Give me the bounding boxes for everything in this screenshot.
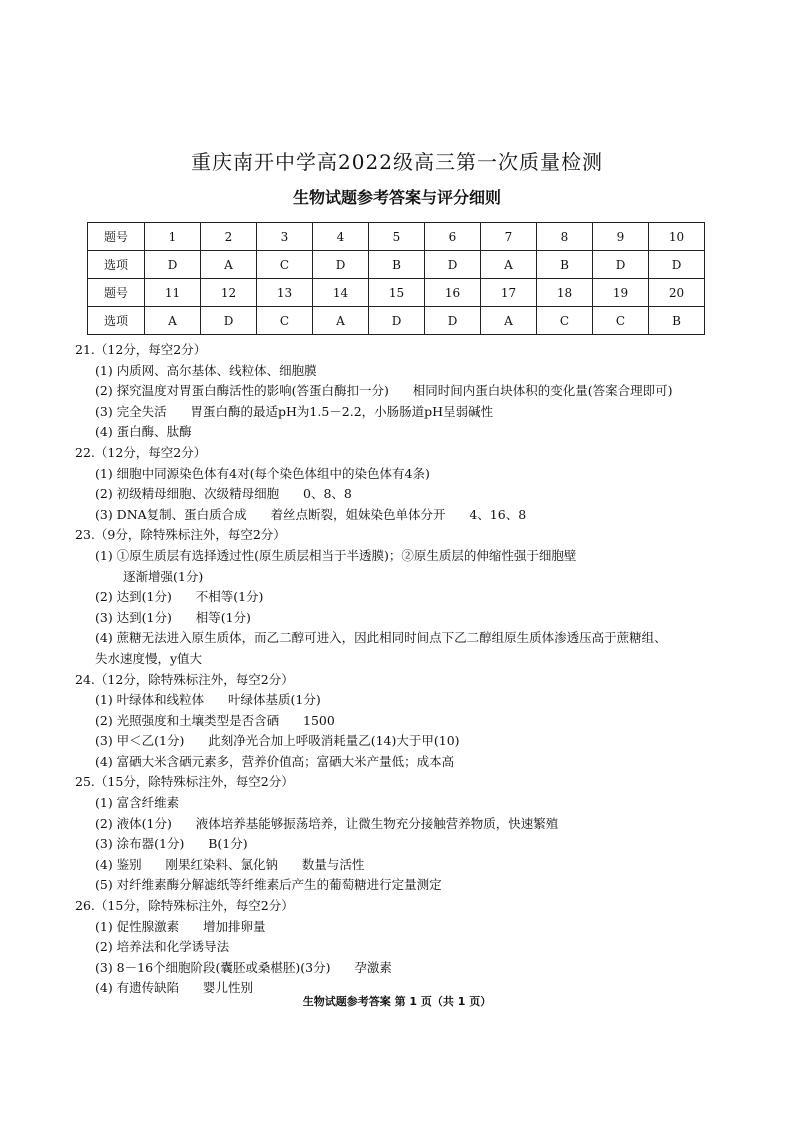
table-cell: 20 bbox=[649, 279, 705, 307]
table-cell: 9 bbox=[593, 223, 649, 251]
answer-line: (2) 光照强度和土壤类型是否含硒 1500 bbox=[95, 712, 335, 728]
table-cell: B bbox=[369, 251, 425, 279]
answer-line: (1) 富含纤维素 bbox=[95, 795, 180, 811]
table-cell: 8 bbox=[537, 223, 593, 251]
table-cell: 4 bbox=[313, 223, 369, 251]
table-cell: C bbox=[593, 307, 649, 335]
answer-line: (3) 甲＜乙(1分) 此刻净光合加上呼吸消耗量乙(14)大于甲(10) bbox=[95, 733, 460, 749]
question-header: 23.（9分，除特殊标注外，每空2分） bbox=[75, 527, 286, 543]
answer-line: (3) 达到(1分) 相等(1分) bbox=[95, 609, 251, 625]
answer-line: (4) 富硒大米含硒元素多，营养价值高；富硒大米产量低；成本高 bbox=[95, 753, 455, 769]
answer-line: (4) 蛋白酶、肽酶 bbox=[95, 424, 192, 440]
question-header: 26.（15分，除特殊标注外，每空2分） bbox=[75, 898, 294, 914]
question-header: 25.（15分，除特殊标注外，每空2分） bbox=[75, 774, 294, 790]
table-cell: D bbox=[649, 251, 705, 279]
table-cell: 12 bbox=[201, 279, 257, 307]
table-cell: 1 bbox=[145, 223, 201, 251]
table-cell: 13 bbox=[257, 279, 313, 307]
table-cell: A bbox=[201, 251, 257, 279]
page-footer: 生物试题参考答案 第 1 页（共 1 页） bbox=[302, 995, 492, 1008]
table-cell: 7 bbox=[481, 223, 537, 251]
table-cell: 17 bbox=[481, 279, 537, 307]
table-cell: 5 bbox=[369, 223, 425, 251]
answer-line: (1) 叶绿体和线粒体 叶绿体基质(1分) bbox=[95, 692, 321, 708]
table-cell: D bbox=[593, 251, 649, 279]
row-label: 选项 bbox=[88, 251, 145, 279]
table-cell: A bbox=[481, 251, 537, 279]
table-cell: 3 bbox=[257, 223, 313, 251]
answer-line: (2) 初级精母细胞、次级精母细胞 0、8、8 bbox=[95, 486, 352, 502]
answer-row bbox=[88, 251, 705, 279]
question-header: 21.（12分，每空2分） bbox=[75, 342, 207, 357]
answer-line: (3) 涂布器(1分) B(1分) bbox=[95, 836, 248, 852]
table-cell: C bbox=[257, 307, 313, 335]
answer-table bbox=[87, 222, 705, 335]
answer-line: (1) 细胞中同源染色体有4对(每个染色体组中的染色体有4条) bbox=[95, 465, 430, 481]
document-title: 重庆南开中学高2022级高三第一次质量检测 bbox=[191, 150, 603, 174]
table-cell: A bbox=[313, 307, 369, 335]
answer-line: (4) 鉴别 刚果红染料、氯化钠 数量与活性 bbox=[95, 856, 365, 872]
answer-line: (2) 探究温度对胃蛋白酶活性的影响(答蛋白酶扣一分) 相同时间内蛋白块体积的变化量(答案合理即可) bbox=[95, 383, 673, 399]
table-cell: D bbox=[313, 251, 369, 279]
table-cell: 19 bbox=[593, 279, 649, 307]
answer-line: (1) 促性腺激素 增加排卵量 bbox=[95, 918, 266, 934]
row-label: 选项 bbox=[88, 307, 145, 335]
table-cell: D bbox=[425, 251, 481, 279]
document-subtitle: 生物试题参考答案与评分细则 bbox=[292, 188, 501, 207]
table-cell: 15 bbox=[369, 279, 425, 307]
answer-line: (3) 完全失活 胃蛋白酶的最适pH为1.5－2.2，小肠肠道pH呈弱碱性 bbox=[95, 403, 494, 419]
answer-line: (2) 培养法和化学诱导法 bbox=[95, 939, 230, 955]
answer-line: (4) 蔗糖无法进入原生质体，而乙二醇可进入，因此相同时间点下乙二醇组原生质体渗透压高于蔗糖组、 bbox=[95, 630, 667, 646]
answer-line: (3) DNA复制、蛋白质合成 着丝点断裂，姐妹染色单体分开 4、16、8 bbox=[95, 506, 527, 522]
answer-line: (2) 液体(1分) 液体培养基能够振荡培养，让微生物充分接触营养物质，快速繁殖 bbox=[95, 815, 559, 831]
table-cell: B bbox=[649, 307, 705, 335]
answer-content bbox=[75, 340, 775, 999]
table-cell: 16 bbox=[425, 279, 481, 307]
table-cell: 6 bbox=[425, 223, 481, 251]
table-cell: D bbox=[145, 251, 201, 279]
table-cell: D bbox=[201, 307, 257, 335]
answer-line: (3) 8－16个细胞阶段(囊胚或桑椹胚)(3分) 孕激素 bbox=[95, 959, 392, 975]
answer-line: (5) 对纤维素酶分解滤纸等纤维素后产生的葡萄糖进行定量测定 bbox=[95, 877, 442, 893]
answer-row bbox=[88, 307, 705, 335]
question-number-row bbox=[88, 223, 705, 251]
answer-line: (1) ①原生质层有选择透过性(原生质层相当于半透膜)；②原生质层的伸缩性强于细胞壁 bbox=[95, 547, 577, 563]
answer-line: 失水速度慢，y值大 bbox=[95, 650, 203, 666]
answer-line: (4) 有遗传缺陷 婴儿性别 bbox=[95, 980, 254, 996]
row-label: 题号 bbox=[88, 223, 145, 251]
table-cell: D bbox=[369, 307, 425, 335]
table-cell: 18 bbox=[537, 279, 593, 307]
table-cell: C bbox=[537, 307, 593, 335]
answer-line: (1) 内质网、高尔基体、线粒体、细胞膜 bbox=[95, 362, 317, 378]
table-cell: 11 bbox=[145, 279, 201, 307]
table-cell: A bbox=[145, 307, 201, 335]
table-cell: A bbox=[481, 307, 537, 335]
question-header: 24.（12分，除特殊标注外，每空2分） bbox=[75, 671, 294, 687]
row-label: 题号 bbox=[88, 279, 145, 307]
answer-line: (2) 达到(1分) 不相等(1分) bbox=[95, 589, 264, 605]
question-number-row bbox=[88, 279, 705, 307]
table-cell: 14 bbox=[313, 279, 369, 307]
table-cell: C bbox=[257, 251, 313, 279]
table-cell: 2 bbox=[201, 223, 257, 251]
question-header: 22.（12分，每空2分） bbox=[75, 444, 207, 460]
answer-line: 逐渐增强(1分) bbox=[123, 568, 204, 584]
table-cell: D bbox=[425, 307, 481, 335]
table-cell: 10 bbox=[649, 223, 705, 251]
table-cell: B bbox=[537, 251, 593, 279]
